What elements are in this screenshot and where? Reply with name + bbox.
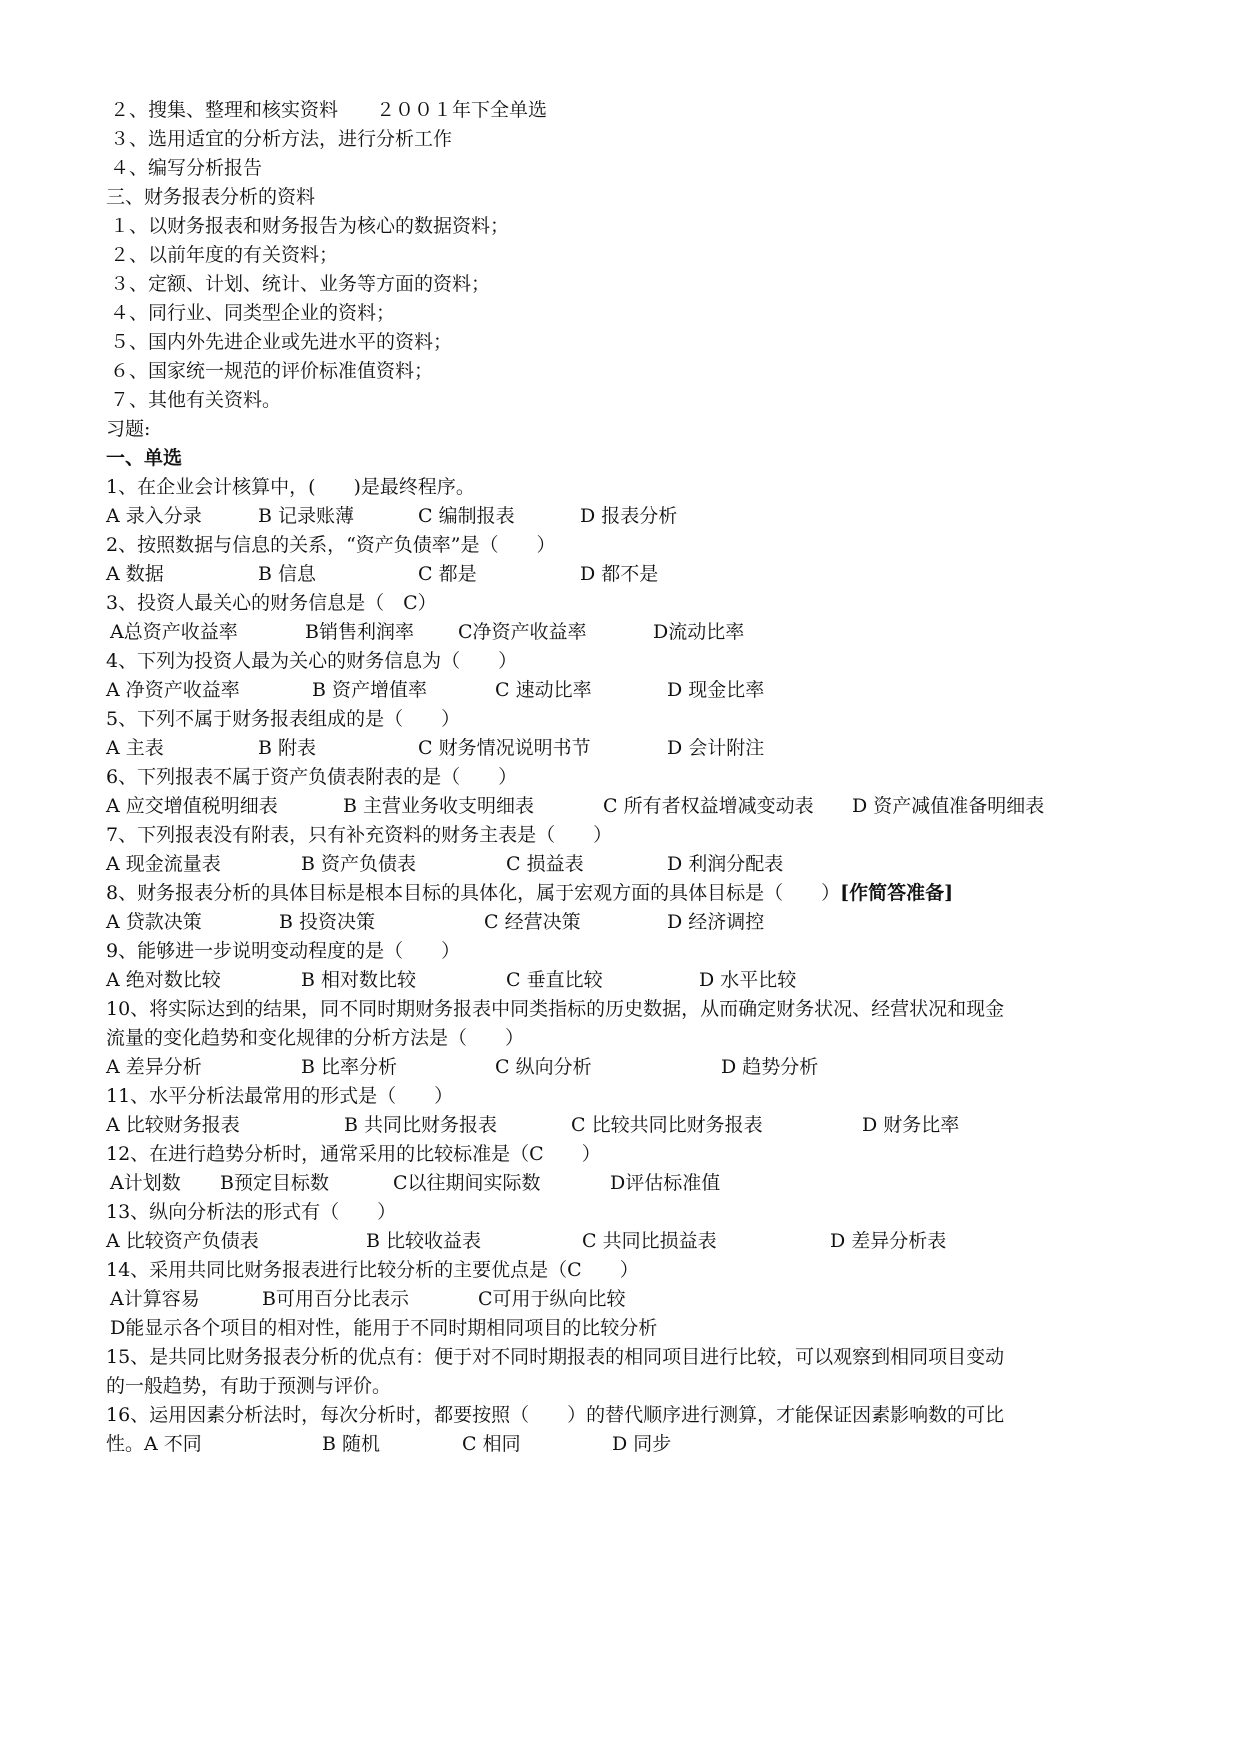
option-b: B 资产负债表 bbox=[301, 853, 417, 875]
option-a: A 差异分析 bbox=[106, 1056, 202, 1078]
question-stem-continued: 性。 bbox=[106, 1433, 145, 1455]
option-c: C 所有者权益增减变动表 bbox=[603, 795, 814, 817]
question-stem: 11、水平分析法最常用的形式是（ ） bbox=[106, 1085, 454, 1107]
option-b: B预定目标数 bbox=[220, 1172, 329, 1194]
option-d: D 报表分析 bbox=[580, 505, 678, 527]
text-line: ５、国内外先进企业或先进水平的资料； bbox=[110, 331, 453, 353]
option-c: C以往期间实际数 bbox=[393, 1172, 541, 1194]
question-stem-continued: 的一般趋势，有助于预测与评价。 bbox=[106, 1375, 392, 1397]
option-c: C 速动比率 bbox=[495, 679, 592, 701]
option-c: C可用于纵向比较 bbox=[478, 1288, 626, 1310]
text-line: ２、以前年度的有关资料； bbox=[110, 244, 339, 266]
option-d: D能显示各个项目的相对性，能用于不同时期相同项目的比较分析 bbox=[110, 1317, 658, 1339]
question-stem: 13、纵向分析法的形式有（ ） bbox=[106, 1201, 397, 1223]
question-stem: 3、投资人最关心的财务信息是（ C） bbox=[106, 592, 437, 614]
text-line: ３、定额、计划、统计、业务等方面的资料； bbox=[110, 273, 491, 295]
option-b: B 投资决策 bbox=[279, 911, 376, 933]
question-stem: 6、下列报表不属于资产负债表附表的是（ ） bbox=[106, 766, 518, 788]
option-a: A 绝对数比较 bbox=[106, 969, 221, 991]
text-line: ２、搜集、整理和核实资料 ２００１年下全单选 bbox=[110, 99, 548, 121]
option-a: A 净资产收益率 bbox=[106, 679, 240, 701]
section-heading: 一、单选 bbox=[106, 447, 183, 469]
option-a: A总资产收益率 bbox=[110, 621, 238, 643]
option-b: B 资产增值率 bbox=[312, 679, 428, 701]
option-d: D 财务比率 bbox=[862, 1114, 960, 1136]
option-d: D 水平比较 bbox=[699, 969, 797, 991]
option-row bbox=[0, 1169, 721, 1197]
option-b: B 记录账薄 bbox=[258, 505, 355, 527]
option-c: C 相同 bbox=[462, 1433, 521, 1455]
option-b: B可用百分比表示 bbox=[262, 1288, 409, 1310]
question-stem: 14、采用共同比财务报表进行比较分析的主要优点是（C ） bbox=[106, 1259, 639, 1281]
note-tag: [作简答准备] bbox=[840, 882, 954, 904]
text-line: ４、编写分析报告 bbox=[110, 157, 263, 179]
option-a: A 数据 bbox=[106, 563, 164, 585]
option-d: D 利润分配表 bbox=[667, 853, 784, 875]
option-b: B 比较收益表 bbox=[366, 1230, 482, 1252]
option-a: A 比较财务报表 bbox=[106, 1114, 240, 1136]
option-row bbox=[0, 1285, 626, 1313]
option-c: C 编制报表 bbox=[418, 505, 515, 527]
question-stem: 12、在进行趋势分析时，通常采用的比较标准是（C ） bbox=[106, 1143, 601, 1165]
option-a: A计算容易 bbox=[110, 1288, 200, 1310]
option-row bbox=[0, 850, 784, 878]
option-b: B 信息 bbox=[258, 563, 317, 585]
question-stem-text: 8、财务报表分析的具体目标是根本目标的具体化，属于宏观方面的具体目标是（ ） bbox=[106, 882, 841, 904]
option-c: C 垂直比较 bbox=[506, 969, 603, 991]
option-d: D评估标准值 bbox=[610, 1172, 721, 1194]
question-stem: 2、按照数据与信息的关系，“资产负债率”是（ ） bbox=[106, 534, 556, 556]
option-d: D流动比率 bbox=[653, 621, 745, 643]
option-a: A 主表 bbox=[106, 737, 164, 759]
question-stem: 16、运用因素分析法时，每次分析时，都要按照（ ）的替代顺序进行测算，才能保证因素影响数的可比 bbox=[106, 1404, 1005, 1426]
question-stem: 10、将实际达到的结果，同不同时期财务报表中同类指标的历史数据，从而确定财务状况、经营状况和现金 bbox=[106, 998, 1005, 1020]
option-b: B 共同比财务报表 bbox=[344, 1114, 498, 1136]
option-d: D 现金比率 bbox=[667, 679, 765, 701]
option-c: C 共同比损益表 bbox=[582, 1230, 717, 1252]
option-d: D 经济调控 bbox=[667, 911, 765, 933]
option-row bbox=[0, 1111, 960, 1139]
option-a: A 不同 bbox=[144, 1433, 202, 1455]
option-c: C 财务情况说明书节 bbox=[418, 737, 591, 759]
text-line: １、以财务报表和财务报告为核心的数据资料； bbox=[110, 215, 510, 237]
text-line: ３、选用适宜的分析方法，进行分析工作 bbox=[110, 128, 453, 150]
section-heading: 三、财务报表分析的资料 bbox=[106, 186, 316, 208]
option-b: B 附表 bbox=[258, 737, 317, 759]
option-d: D 会计附注 bbox=[667, 737, 765, 759]
option-row bbox=[0, 676, 765, 704]
question-stem: 5、下列不属于财务报表组成的是（ ） bbox=[106, 708, 461, 730]
option-row bbox=[0, 1227, 947, 1255]
option-row bbox=[0, 966, 797, 994]
option-c: C 比较共同比财务报表 bbox=[571, 1114, 763, 1136]
option-d: D 差异分析表 bbox=[830, 1230, 947, 1252]
option-a: A 现金流量表 bbox=[106, 853, 221, 875]
option-row bbox=[0, 908, 765, 936]
text-line: ４、同行业、同类型企业的资料； bbox=[110, 302, 396, 324]
option-b: B 主营业务收支明细表 bbox=[343, 795, 535, 817]
option-row bbox=[0, 734, 765, 762]
option-b: B 相对数比较 bbox=[301, 969, 417, 991]
option-d: D 同步 bbox=[612, 1433, 672, 1455]
option-b: B 比率分析 bbox=[301, 1056, 398, 1078]
option-row bbox=[0, 502, 678, 530]
exercise-label: 习题: bbox=[106, 418, 151, 440]
option-a: A 应交增值税明细表 bbox=[106, 795, 278, 817]
option-d: D 资产减值准备明细表 bbox=[852, 795, 1045, 817]
option-c: C净资产收益率 bbox=[458, 621, 587, 643]
question-stem: 7、下列报表没有附表，只有补充资料的财务主表是（ ） bbox=[106, 824, 613, 846]
text-line: ７、其他有关资料。 bbox=[110, 389, 282, 411]
option-a: A 贷款决策 bbox=[106, 911, 202, 933]
question-stem-continued: 流量的变化趋势和变化规律的分析方法是（ ） bbox=[106, 1027, 525, 1049]
option-row bbox=[0, 1053, 819, 1081]
option-b: B 随机 bbox=[322, 1433, 381, 1455]
question-stem: 9、能够进一步说明变动程度的是（ ） bbox=[106, 940, 461, 962]
text-line: ６、国家统一规范的评价标准值资料； bbox=[110, 360, 434, 382]
option-a: A 录入分录 bbox=[106, 505, 202, 527]
option-row bbox=[0, 618, 745, 646]
option-b: B销售利润率 bbox=[305, 621, 414, 643]
option-c: C 经营决策 bbox=[484, 911, 581, 933]
option-a: A 比较资产负债表 bbox=[106, 1230, 259, 1252]
option-c: C 损益表 bbox=[506, 853, 584, 875]
option-a: A计划数 bbox=[110, 1172, 181, 1194]
option-d: D 趋势分析 bbox=[721, 1056, 819, 1078]
option-c: C 纵向分析 bbox=[495, 1056, 592, 1078]
question-stem: 1、在企业会计核算中，( )是最终程序。 bbox=[106, 476, 475, 498]
option-row bbox=[0, 560, 659, 588]
question-stem: 4、下列为投资人最为关心的财务信息为（ ） bbox=[106, 650, 518, 672]
option-d: D 都不是 bbox=[580, 563, 659, 585]
question-stem: 15、是共同比财务报表分析的优点有：便于对不同时期报表的相同项目进行比较，可以观察到相同项目变动 bbox=[106, 1346, 1005, 1368]
option-c: C 都是 bbox=[418, 563, 477, 585]
option-row bbox=[0, 792, 1045, 820]
question-stem bbox=[106, 879, 953, 907]
option-row bbox=[0, 1430, 672, 1458]
